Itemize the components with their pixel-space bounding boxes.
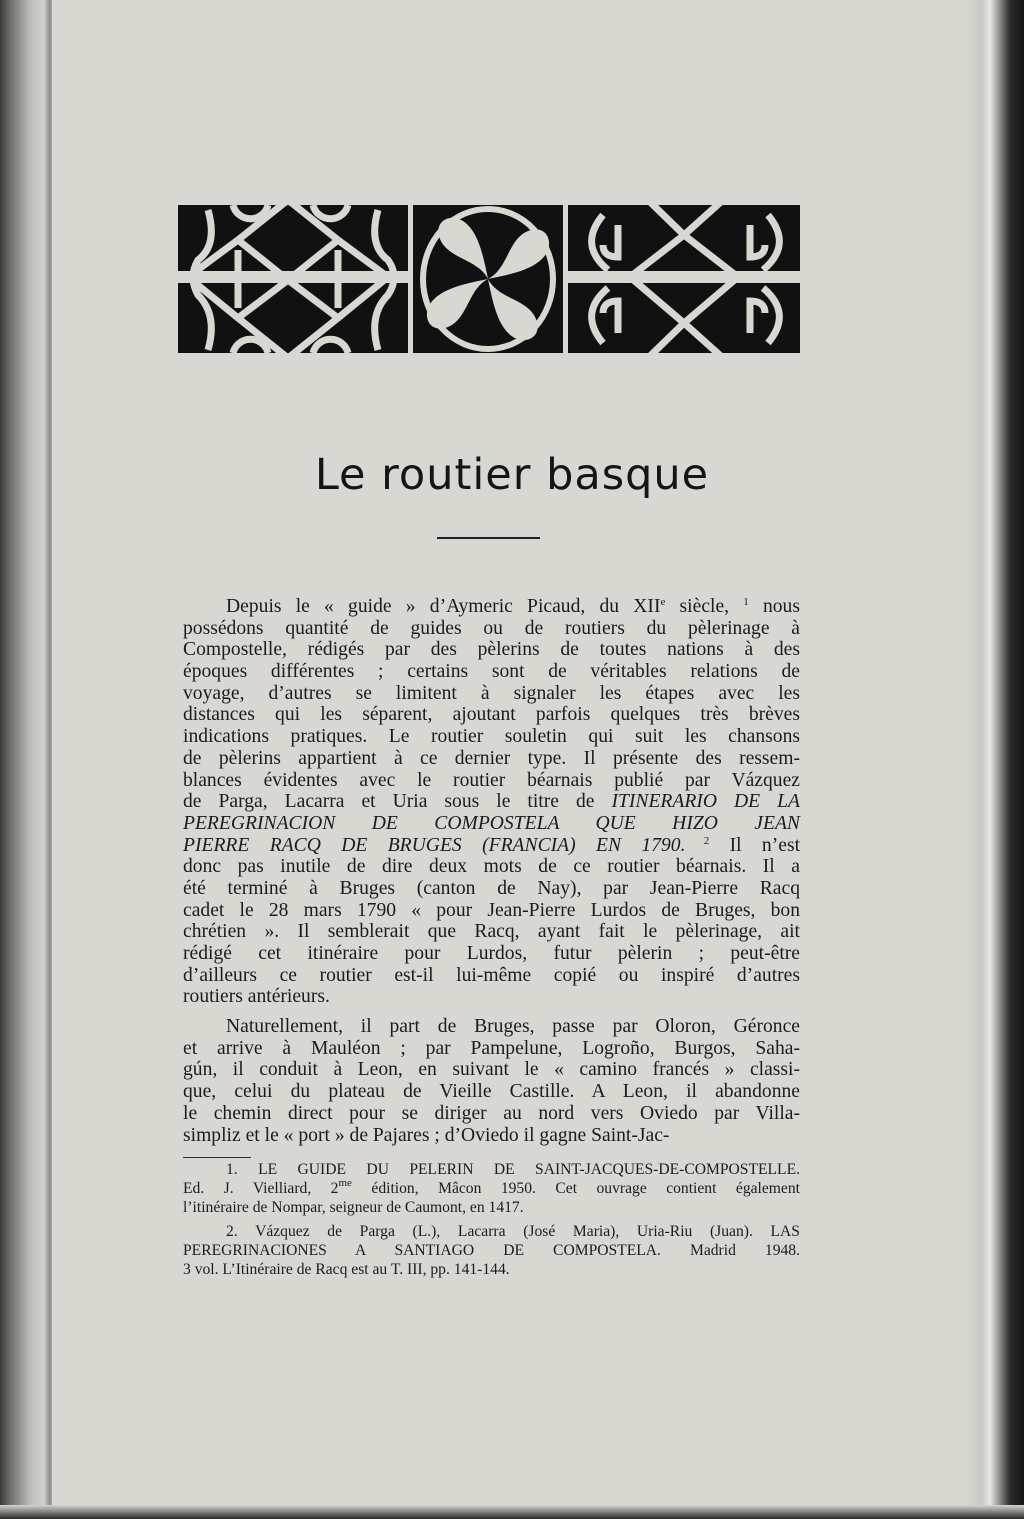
page-title: Le routier basque (314, 450, 710, 500)
footnotes (183, 1160, 800, 1279)
text-segment: et arrive à Mauléon ; par Pampelune, Logroño, Burgos, Saha- (183, 1037, 800, 1059)
text-segment: l’itinéraire de Nompar, seigneur de Caumont, en 1417. (183, 1199, 524, 1216)
text-segment: routiers antérieurs. (183, 986, 330, 1008)
facing-page-edge (0, 0, 52, 1519)
text-segment: indications pratiques. Le routier souletin qui suit les chansons (183, 726, 800, 748)
text-segment: Naturellement, il part de Bruges, passe par Oloron, Géronce (226, 1016, 800, 1038)
text-segment: époques différentes ; certains sont de véritables relations de (183, 661, 800, 683)
text-segment: gún, il conduit à Leon, en suivant le « camino francés » classi- (183, 1059, 800, 1081)
text-line (183, 1059, 800, 1081)
text-segment: PEREGRINACIONES A SANTIAGO DE COMPOSTELA. Madrid 1948. (183, 1242, 800, 1259)
text-segment: 3 vol. L’Itinéraire de Racq est au T. III, pp. 141-144. (183, 1261, 510, 1278)
text-segment: que, celui du plateau de Vieille Castille. A Leon, il abandonne (183, 1081, 800, 1103)
superscript: e (660, 596, 666, 608)
text-line (183, 639, 800, 661)
text-segment: PEREGRINACION DE COMPOSTELA QUE HIZO JEAN (183, 812, 800, 834)
superscript: me (338, 1177, 352, 1189)
text-line (183, 856, 800, 878)
text-segment: PIERRE RACQ DE BRUGES (FRANCIA) EN 1790. (183, 834, 686, 856)
text-segment: simpliz et le « port » de Pajares ; d’Oviedo il gagne Saint-Jac- (183, 1124, 670, 1146)
text-line (183, 1125, 800, 1147)
text-segment: de Parga, Lacarra et Uria sous le titre de (183, 791, 612, 813)
text-segment: Depuis le « guide » d’Aymeric Picaud, du XII (226, 596, 661, 617)
text-line (183, 1081, 800, 1103)
text-line (183, 813, 800, 835)
text-line (183, 1038, 800, 1060)
text-line (183, 1260, 800, 1279)
text-line (183, 986, 800, 1008)
superscript: 1 (743, 596, 749, 608)
text-line (183, 900, 800, 922)
title-divider (437, 537, 540, 539)
text-segment: Il n’est (709, 834, 801, 856)
text-line (183, 770, 800, 792)
text-segment: d’ailleurs ce routier est-il lui-même copié ou inspiré d’autres (183, 964, 800, 986)
text-segment: édition, Mâcon 1950. Cet ouvrage contient également (351, 1180, 800, 1197)
superscript: 2 (685, 834, 710, 847)
text-line (183, 1179, 800, 1198)
text-segment: 2. Vázquez de Parga (L.), Lacarra (José Maria), Uria-Riu (Juan). LAS (226, 1223, 800, 1240)
text-segment: Compostelle, rédigés par des pèlerins de toutes nations à des (183, 639, 800, 661)
text-line (183, 596, 800, 618)
text-segment: de pèlerins appartient à ce dernier type. Il présente des ressem- (183, 747, 800, 769)
text-line (183, 704, 800, 726)
text-line (183, 791, 800, 813)
text-line (183, 1222, 800, 1241)
text-segment: été terminé à Bruges (canton de Nay), par Jean-Pierre Racq (183, 877, 800, 899)
text-segment: possédons quantité de guides ou de routiers du pèlerinage à (183, 617, 800, 639)
text-line (183, 1241, 800, 1260)
paragraph-1 (183, 596, 800, 1008)
text-segment: blances évidentes avec le routier béarnais publié par Vázquez (183, 769, 800, 791)
paragraph-2 (183, 1016, 800, 1146)
text-line (183, 661, 800, 683)
text-line (183, 1103, 800, 1125)
text-line (183, 618, 800, 640)
text-line (183, 965, 800, 987)
text-segment: distances qui les séparent, ajoutant parfois quelques très brèves (183, 704, 800, 726)
text-line (183, 1198, 800, 1217)
text-segment: le chemin direct pour se diriger au nord vers Oviedo par Villa- (183, 1102, 800, 1124)
text-line (183, 748, 800, 770)
text-segment: siècle, (665, 596, 744, 617)
text-line (183, 878, 800, 900)
basque-ornament-frieze-icon (178, 205, 800, 353)
text-line (183, 1160, 800, 1179)
text-segment: voyage, d’autres se limitent à signaler les étapes avec les (183, 682, 800, 704)
page-edge-right (968, 0, 1024, 1519)
page-edge-bottom (0, 1505, 1024, 1519)
footnote-2 (183, 1222, 800, 1279)
text-line (183, 726, 800, 748)
text-segment: donc pas inutile de dire deux mots de ce routier béarnais. Il a (183, 856, 800, 878)
text-segment: 1. LE GUIDE DU PELERIN DE SAINT-JACQUES-DE-COMPOSTELLE. (226, 1161, 800, 1178)
text-segment: cadet le 28 mars 1790 « pour Jean-Pierre Lurdos de Bruges, bon (183, 899, 800, 921)
footnote-1 (183, 1160, 800, 1217)
text-segment: nous (748, 596, 800, 617)
footnote-divider (183, 1157, 251, 1158)
text-line (183, 683, 800, 705)
body-text (183, 596, 800, 1146)
text-segment: ITINERARIO DE LA (611, 791, 800, 813)
text-segment: chrétien ». Il semblerait que Racq, ayant fait le pèlerinage, ait (183, 921, 800, 943)
text-segment: rédigé cet itinéraire pour Lurdos, futur pèlerin ; peut-être (183, 943, 800, 964)
text-line (183, 835, 800, 857)
text-line (183, 943, 800, 965)
text-segment: Ed. J. Vielliard, 2 (183, 1180, 339, 1197)
text-line (183, 921, 800, 943)
text-line (183, 1016, 800, 1038)
